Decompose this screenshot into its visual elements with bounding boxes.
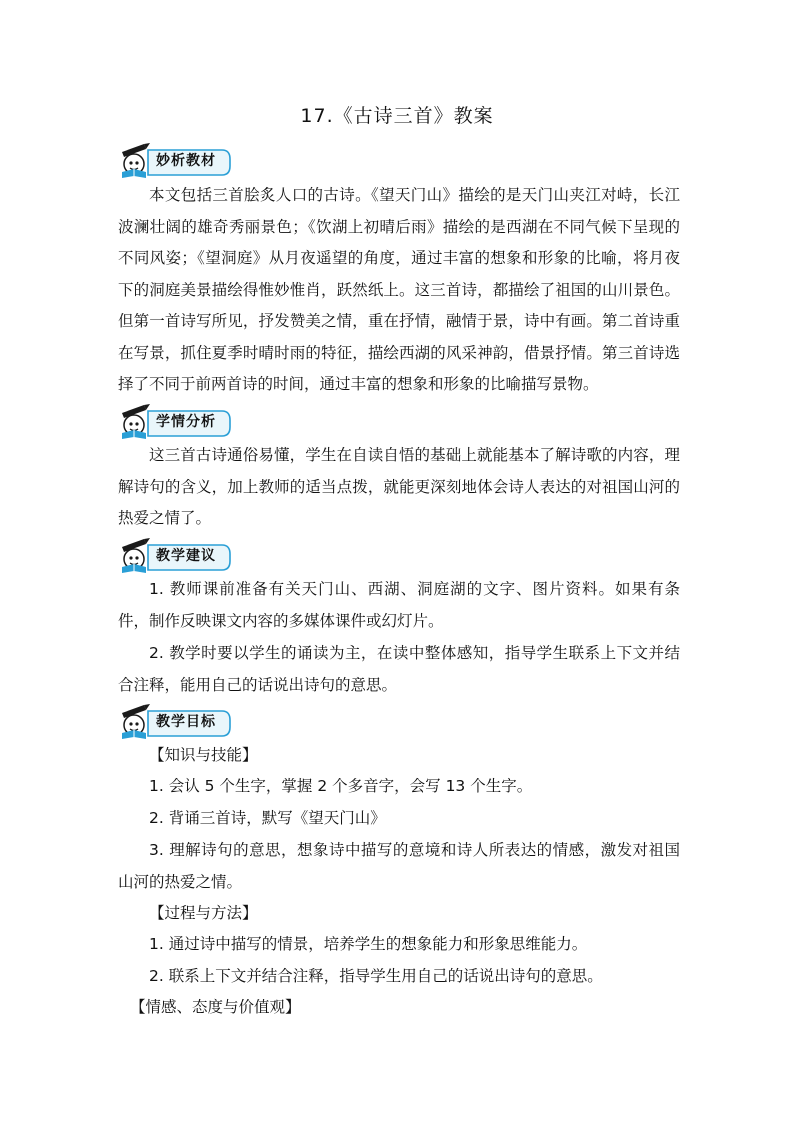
suggestion-item: 2. 教学时要以学生的诵读为主，在读中整体感知，指导学生联系上下文并结合注释，能用自己的话说出诗句的意思。: [118, 644, 680, 694]
paragraph-analysis: 这三首古诗通俗易懂，学生在自读自悟的基础上就能基本了解诗歌的内容，理解诗句的含义，加上教师的适当点拨，就能更深刻地体会诗人表达的对祖国山河的热爱之情了。: [118, 446, 680, 527]
goal-item: 2. 背诵三首诗，默写《望天门山》: [149, 809, 386, 827]
section-header-mubiao: [118, 703, 238, 739]
section-label: 教学建议: [156, 548, 216, 564]
section-header-xueqing: [118, 403, 238, 439]
goal-item: 1. 会认 5 个生字，掌握 2 个多音字，会写 13 个生字。: [149, 777, 533, 795]
section-label: 妙析教材: [156, 153, 216, 169]
page-title: 17.《古诗三首》教案: [300, 105, 494, 127]
subheading-process: 【过程与方法】: [149, 904, 258, 922]
section-header-jianyi: [118, 537, 238, 573]
section-header-miaoxi: [118, 142, 238, 178]
section-label: 学情分析: [156, 414, 216, 430]
section-label: 教学目标: [156, 714, 216, 730]
subheading-knowledge: 【知识与技能】: [149, 746, 258, 764]
subheading-emotion: 【情感、态度与价值观】: [130, 998, 301, 1016]
goal-item: 1. 通过诗中描写的情景，培养学生的想象能力和形象思维能力。: [149, 935, 588, 953]
suggestion-item: 1. 教师课前准备有关天门山、西湖、洞庭湖的文字、图片资料。如果有条件，制作反映课文内容的多媒体课件或幻灯片。: [118, 580, 680, 630]
paragraph-material: 本文包括三首脍炙人口的古诗。《望天门山》描绘的是天门山夹江对峙，长江波澜壮阔的雄奇秀丽景色；《饮湖上初晴后雨》描绘的是西湖在不同气候下呈现的不同风姿；《望洞庭》从月夜遥望的角度，通过丰富的想象和形象的比喻，将月夜下的洞庭美景描绘得惟妙惟肖，跃然纸上。这三首诗，都描绘了祖国的山川景色。但第一首诗写所见，抒发赞美之情，重在抒情，融情于景，诗中有画。第二首诗重在写景，抓住夏季时晴时雨的特征，描绘西湖的风采神韵，借景抒情。第三首诗选择了不同于前两首诗的时间，通过丰富的想象和形象的比喻描写景物。: [118, 186, 680, 393]
goal-item: 2. 联系上下文并结合注释，指导学生用自己的话说出诗句的意思。: [149, 967, 603, 985]
goal-item: 3. 理解诗句的意思，想象诗中描写的意境和诗人所表达的情感，激发对祖国山河的热爱之情。: [118, 841, 680, 891]
